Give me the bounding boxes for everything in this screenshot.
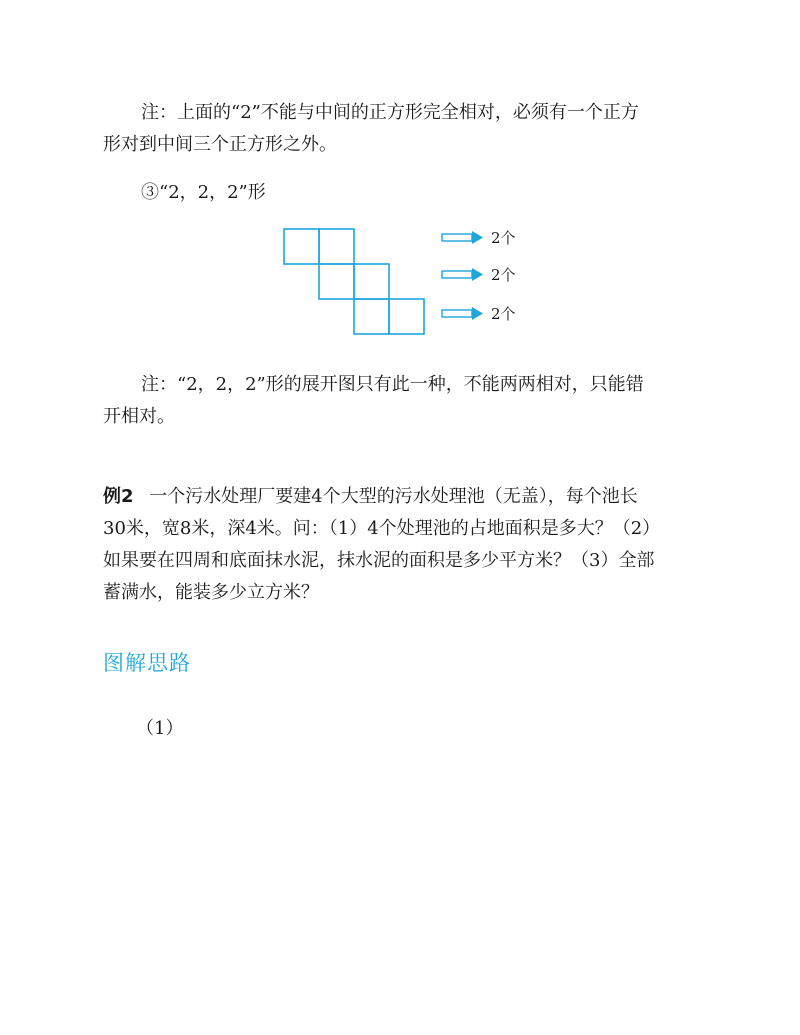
example2-text: 一个污水处理厂要建4个大型的污水处理池（无盖），每个池长 [149, 486, 638, 507]
net-square [389, 299, 424, 334]
net-square [354, 264, 389, 299]
arrow-right-icon [442, 307, 483, 320]
row-label-bottom: 2个 [491, 305, 516, 323]
arrow-right-icon [442, 231, 483, 244]
example2-line2: 30米，宽8米，深4米。问：（1）4个处理池的占地面积是多大？（2） [103, 518, 661, 539]
example-label: 例2 [103, 486, 134, 507]
note1-line1: 注：上面的“2”不能与中间的正方形完全相对，必须有一个正方 [141, 102, 639, 123]
example2-line1 [103, 484, 703, 510]
note1-line2: 形对到中间三个正方形之外。 [103, 134, 337, 155]
net-square [319, 264, 354, 299]
net-square [284, 229, 319, 264]
case3-title: ③“2，2，2”形 [141, 182, 266, 203]
part1-label: （1） [136, 718, 184, 739]
note2-line1: 注：“2，2，2”形的展开图只有此一种，不能两两相对，只能错 [141, 374, 644, 395]
net-square [354, 299, 389, 334]
row-label-middle: 2个 [491, 266, 516, 284]
arrow-right-icon [442, 268, 483, 281]
cube-net-figure [270, 218, 530, 343]
example2-line4: 蓄满水，能装多少立方米？ [103, 582, 319, 603]
note2-line2: 开相对。 [103, 406, 175, 427]
row-label-top: 2个 [491, 229, 516, 247]
net-square [319, 229, 354, 264]
section-heading: 图解思路 [103, 651, 191, 675]
example2-line3: 如果要在四周和底面抹水泥，抹水泥的面积是多少平方米？（3）全部 [103, 550, 655, 571]
